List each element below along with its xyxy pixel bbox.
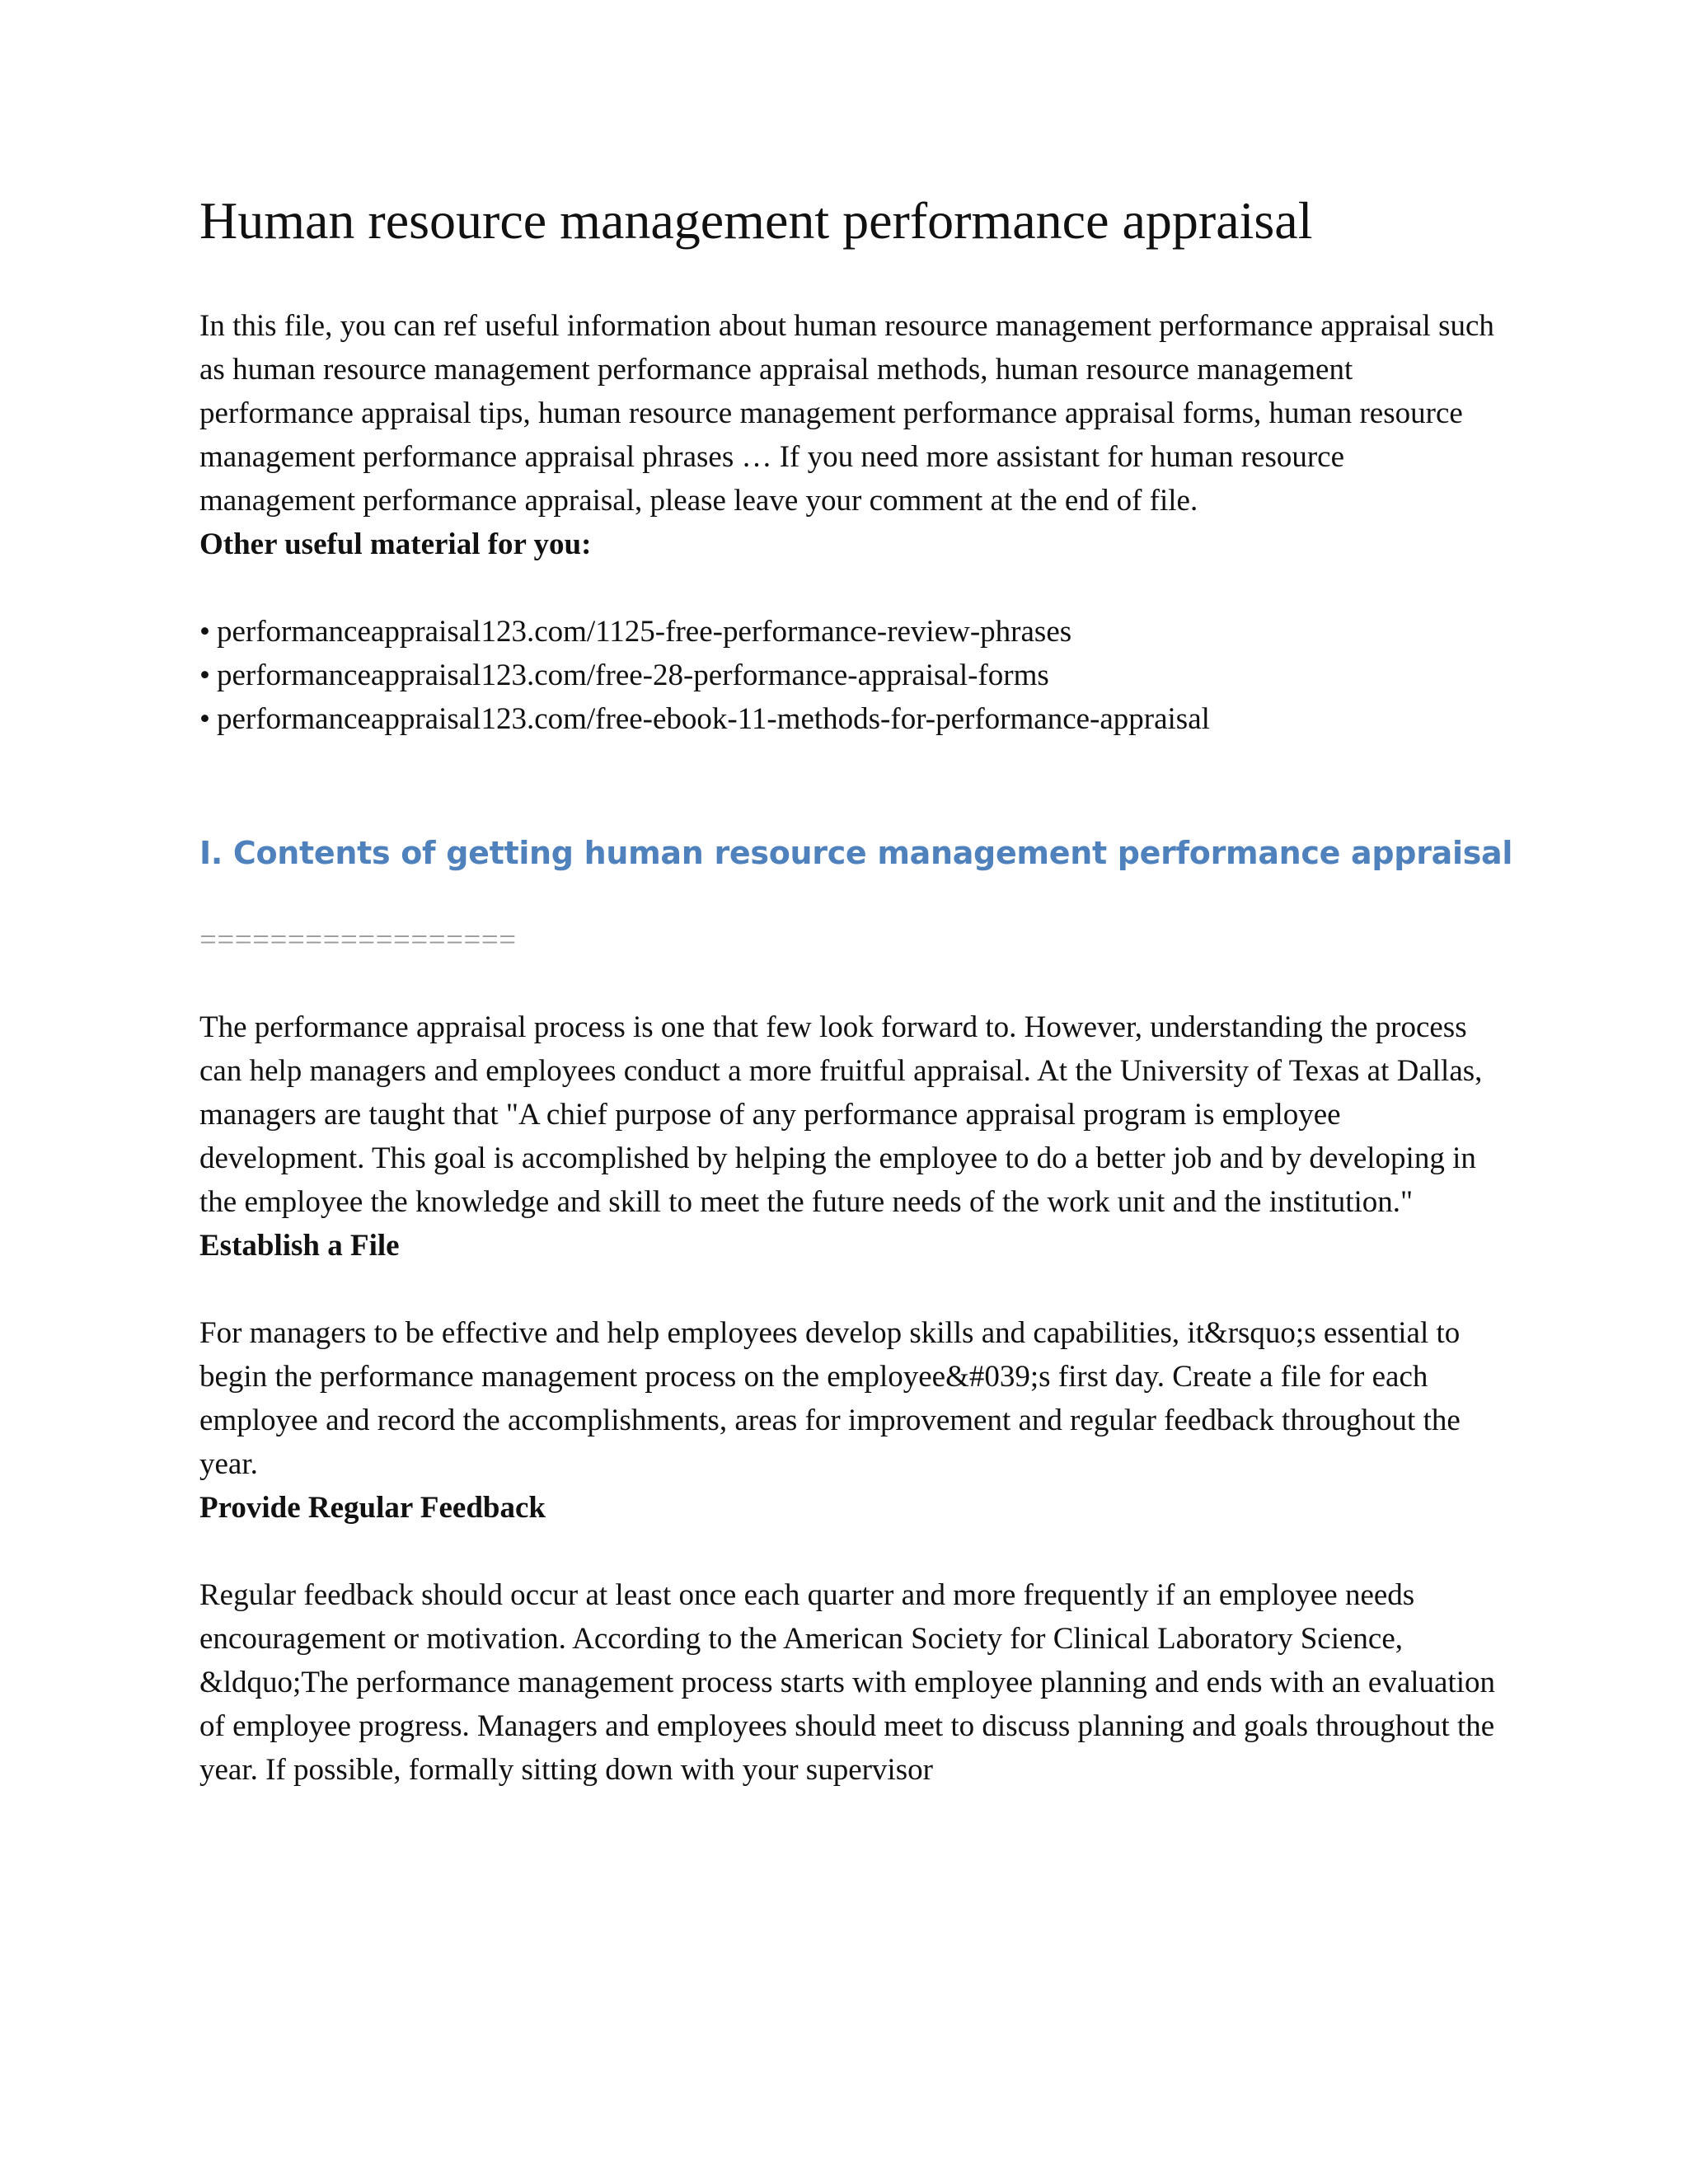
- bullet-icon: •: [199, 701, 210, 736]
- material-link[interactable]: performanceappraisal123.com/1125-free-performance-review-phrases: [216, 614, 1072, 649]
- list-item[interactable]: [199, 654, 1502, 697]
- material-links-list: [199, 610, 1502, 741]
- body-paragraph: For managers to be effective and help employees develop skills and capabilities, it&rsquo;s essential to begin the performance management process on the employee&#039;s first day. Create a file for each employee and record the accomplishments, areas for improvement and regular feedback throughout the year.: [199, 1315, 1461, 1481]
- body-paragraph: Regular feedback should occur at least once each quarter and more frequently if an employee needs encouragement or motivation. According to the American Society for Clinical Laboratory Science, &ldquo;The performance management process starts with employee planning and ends with an evaluation of employee progress. Managers and employees should meet to discuss planning and goals throughout the year. If possible, formally sitting down with your supervisor: [199, 1577, 1496, 1787]
- list-item[interactable]: [199, 697, 1502, 741]
- list-item[interactable]: [199, 610, 1502, 654]
- document-body: [199, 190, 1513, 1792]
- subheading-establish-file: Establish a File: [199, 1228, 400, 1263]
- subheading-regular-feedback: Provide Regular Feedback: [199, 1490, 546, 1525]
- intro-paragraph: In this file, you can ref useful information about human resource management performance appraisal such as human resource management performance appraisal methods, human resource management performance appraisal tips, human resource management performance appraisal forms, human resource management performance appraisal phrases … If you need more assistant for human resource management performance appraisal, please leave your comment at the end of file.: [199, 308, 1494, 518]
- bullet-icon: •: [199, 614, 210, 649]
- section-heading: I. Contents of getting human resource management performance appraisal: [199, 834, 1513, 871]
- document-title: Human resource management performance appraisal: [199, 191, 1313, 250]
- material-link[interactable]: performanceappraisal123.com/free-28-performance-appraisal-forms: [216, 658, 1049, 692]
- body-paragraph: The performance appraisal process is one that few look forward to. However, understanding the process can help managers and employees conduct a more fruitful appraisal. At the University of Texas at Dallas, managers are taught that "A chief purpose of any performance appraisal program is employee development. This goal is accomplished by helping the employee to do a better job and by developing in the employee the knowledge and skill to meet the future needs of the work unit and the institution.": [199, 1010, 1483, 1219]
- other-material-label: Other useful material for you:: [199, 527, 592, 561]
- material-link[interactable]: performanceappraisal123.com/free-ebook-11-methods-for-performance-appraisal: [216, 701, 1210, 736]
- divider-line: ==================: [199, 922, 517, 957]
- bullet-icon: •: [199, 658, 210, 692]
